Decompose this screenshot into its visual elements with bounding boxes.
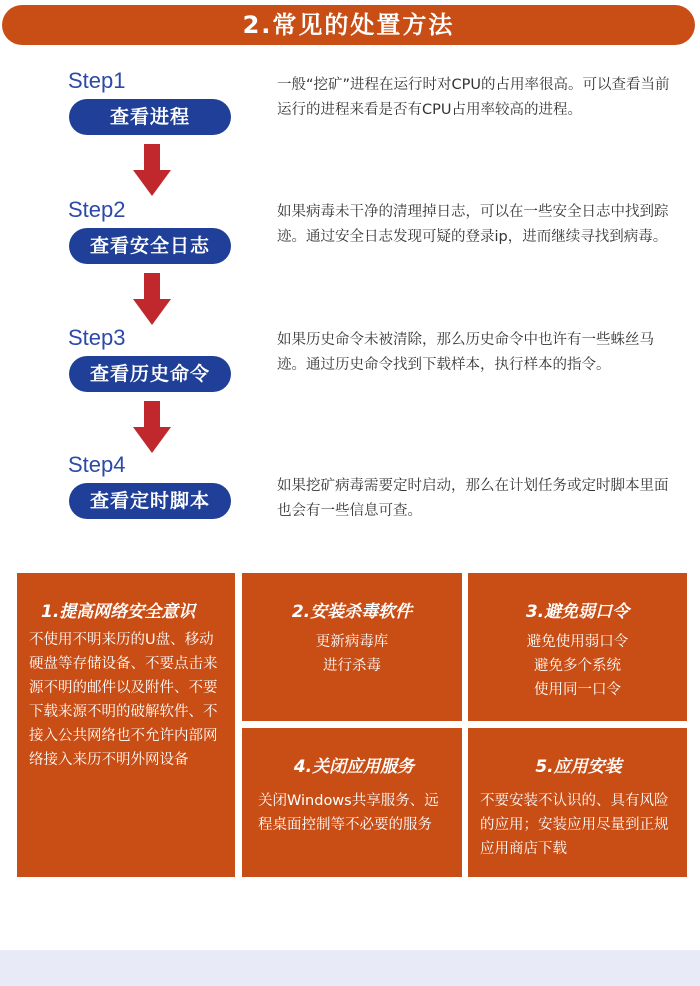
step-label-4: Step4 (68, 452, 126, 477)
tip-title-3: 3.避免弱口令 (525, 602, 630, 622)
tip-body-5: 不要安装不认识的、具有风险的应用；安装应用尽量到正规应用商店下载 (480, 793, 669, 857)
tip-body-4: 关闭Windows共享服务、远程桌面控制等不必要的服务 (258, 793, 439, 833)
tip-body-1: 不使用不明来历的U盘、移动硬盘等存储设备、不要点击来源不明的邮件以及附件、不要下载来源不明的破解软件、不接入公共网络也不允许内部网络接入来历不明外网设备 (29, 632, 218, 768)
tip-card-app-install (468, 728, 687, 877)
step-description-3: 如果历史命令未被清除，那么历史命令中也许有一些蛛丝马迹。通过历史命令找到下载样本，执行样本的指令。 (277, 332, 654, 373)
step-description-1: 一般“挖矿”进程在运行时对CPU的占用率很高。可以查看当前运行的进程来看是否有CPU占用率较高的进程。 (277, 77, 670, 118)
step-action-3: 查看历史命令 (69, 356, 231, 392)
tip-line: 使用同一口令 (534, 682, 621, 698)
step-label-2: Step2 (68, 197, 126, 222)
down-arrow-icon (133, 144, 171, 196)
tip-title-5: 5.应用安装 (535, 757, 622, 777)
tip-line: 避免使用弱口令 (526, 634, 629, 650)
tip-line: 更新病毒库 (315, 634, 389, 650)
section-title: 2.常见的处置方法 (2, 5, 695, 45)
bottom-band (0, 950, 700, 986)
down-arrow-icon (133, 273, 171, 325)
tip-card-security-awareness (17, 573, 235, 877)
step-label-1: Step1 (68, 68, 126, 93)
tip-card-close-services (242, 728, 462, 877)
step-action-4: 查看定时脚本 (69, 483, 231, 519)
step-description-4: 如果挖矿病毒需要定时启动，那么在计划任务或定时脚本里面也会有一些信息可查。 (277, 478, 669, 519)
tip-card-antivirus (242, 573, 462, 721)
tip-line: 避免多个系统 (534, 658, 621, 674)
tip-card-weak-password (468, 573, 687, 721)
tip-title-1: 1.提高网络安全意识 (41, 602, 196, 622)
tip-line: 进行杀毒 (323, 658, 381, 674)
step-description-2: 如果病毒未干净的清理掉日志，可以在一些安全日志中找到踪迹。通过安全日志发现可疑的登录ip，进而继续寻找到病毒。 (277, 204, 669, 245)
step-label-3: Step3 (68, 325, 126, 350)
tip-title-2: 2.安装杀毒软件 (291, 602, 413, 622)
step-action-1: 查看进程 (69, 99, 231, 135)
tip-title-4: 4.关闭应用服务 (293, 757, 415, 777)
down-arrow-icon (133, 401, 171, 453)
step-action-2: 查看安全日志 (69, 228, 231, 264)
